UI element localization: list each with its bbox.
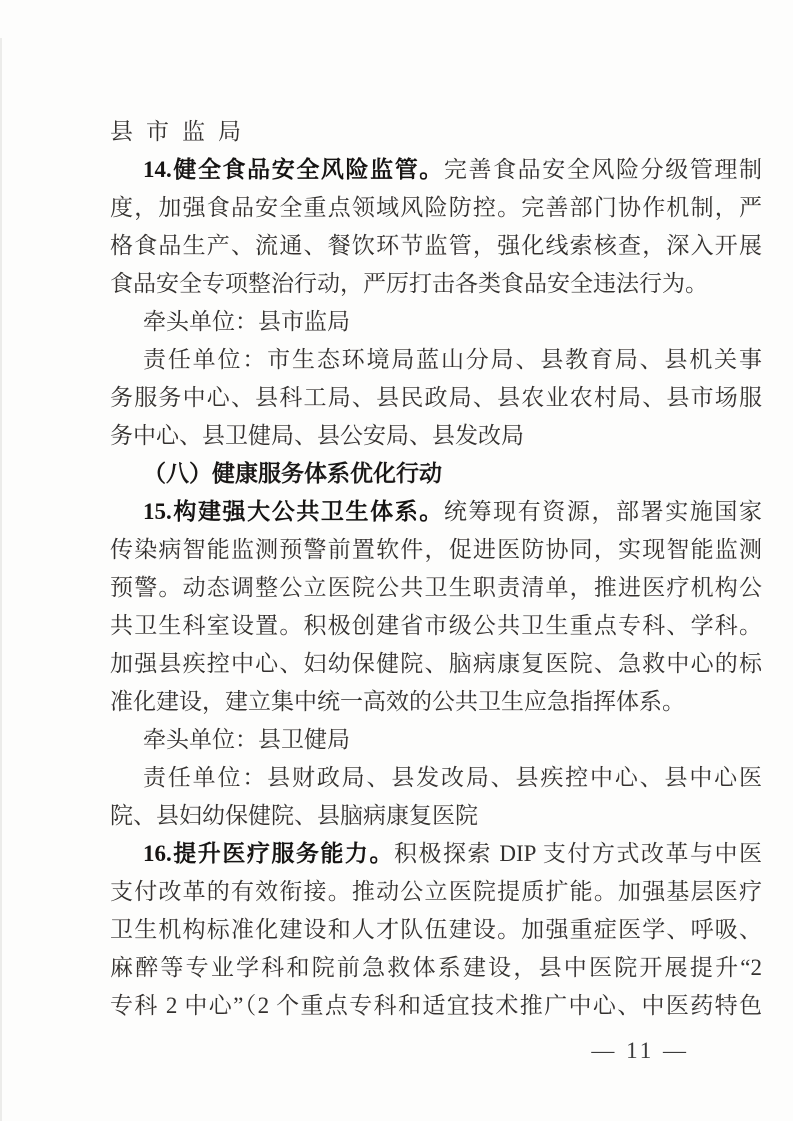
scan-edge-artifact (0, 38, 2, 1121)
bold-lead-text: （八）健康服务体系优化行动 (143, 461, 442, 486)
body-text: 麻醉等专业学科和院前急救体系建设，县中医院开展提升“2 (110, 955, 762, 980)
body-text: 卫生机构标准化建设和人才队伍建设。加强重症医学、呼吸、 (110, 917, 762, 942)
text-line (110, 493, 762, 531)
text-line (110, 189, 762, 227)
text-line (110, 721, 762, 759)
body-text: 加强县疾控中心、妇幼保健院、脑病康复医院、急救中心的标 (110, 651, 762, 676)
text-line (110, 151, 762, 189)
text-line (110, 531, 762, 569)
body-text: 共卫生科室设置。积极创建省市级公共卫生重点专科、学科。 (110, 613, 762, 638)
text-line (110, 873, 762, 911)
text-line (110, 911, 762, 949)
body-text: 格食品生产、流通、餐饮环节监管，强化线索核查，深入开展 (110, 233, 762, 258)
body-text: 支付改革的有效衔接。推动公立医院提质扩能。加强基层医疗 (110, 879, 762, 904)
body-text: 预警。动态调整公立医院公共卫生职责清单，推进医疗机构公 (110, 575, 762, 600)
body-text: 牵头单位：县市监局 (143, 309, 350, 334)
text-line (110, 759, 762, 797)
bold-lead-text: 16.提升医疗服务能力。 (143, 841, 394, 866)
bold-lead-text: 14.健全食品安全风险监管。 (143, 157, 444, 182)
text-line (110, 417, 762, 455)
text-line (110, 113, 762, 151)
text-line (110, 569, 762, 607)
body-text: 积极探索 DIP 支付方式改革与中医 (393, 841, 763, 866)
body-text: 统筹现有资源，部署实施国家 (443, 499, 762, 524)
body-text: 务中心、县卫健局、县公安局、县发改局 (110, 423, 524, 448)
text-line (110, 303, 762, 341)
body-text: 传染病智能监测预警前置软件，促进医防协同，实现智能监测 (110, 537, 762, 562)
body-text: 院、县妇幼保健院、县脑病康复医院 (110, 803, 478, 828)
text-line (110, 797, 762, 835)
body-text: 牵头单位：县卫健局 (143, 727, 350, 752)
text-line (110, 835, 762, 873)
bold-lead-text: 15.构建强大公共卫生体系。 (143, 499, 444, 524)
body-text: 责任单位：县财政局、县发改局、县疾控中心、县中心医 (143, 765, 762, 790)
body-text: 县市监局 (110, 119, 254, 144)
text-line (110, 379, 762, 417)
page-number: — 11 — (591, 1038, 689, 1063)
text-line (110, 265, 762, 303)
document-body (110, 113, 762, 1025)
body-text: 务服务中心、县科工局、县民政局、县农业农村局、县市场服 (110, 385, 762, 410)
text-line (110, 341, 762, 379)
text-line (110, 607, 762, 645)
text-line (110, 227, 762, 265)
body-text: 责任单位：市生态环境局蓝山分局、县教育局、县机关事 (143, 347, 762, 372)
body-text: 完善食品安全风险分级管理制 (443, 157, 762, 182)
text-line (110, 683, 762, 721)
body-text: 专科 2 中心”（2 个重点专科和适宜技术推广中心、中医药特色 (110, 993, 762, 1018)
text-line (110, 987, 762, 1025)
text-line (110, 949, 762, 987)
body-text: 度，加强食品安全重点领域风险防控。完善部门协作机制，严 (110, 195, 762, 220)
body-text: 食品安全专项整治行动，严厉打击各类食品安全违法行为。 (110, 271, 708, 296)
text-line (110, 645, 762, 683)
section-heading-line (110, 455, 762, 493)
body-text: 准化建设，建立集中统一高效的公共卫生应急指挥体系。 (110, 689, 685, 714)
